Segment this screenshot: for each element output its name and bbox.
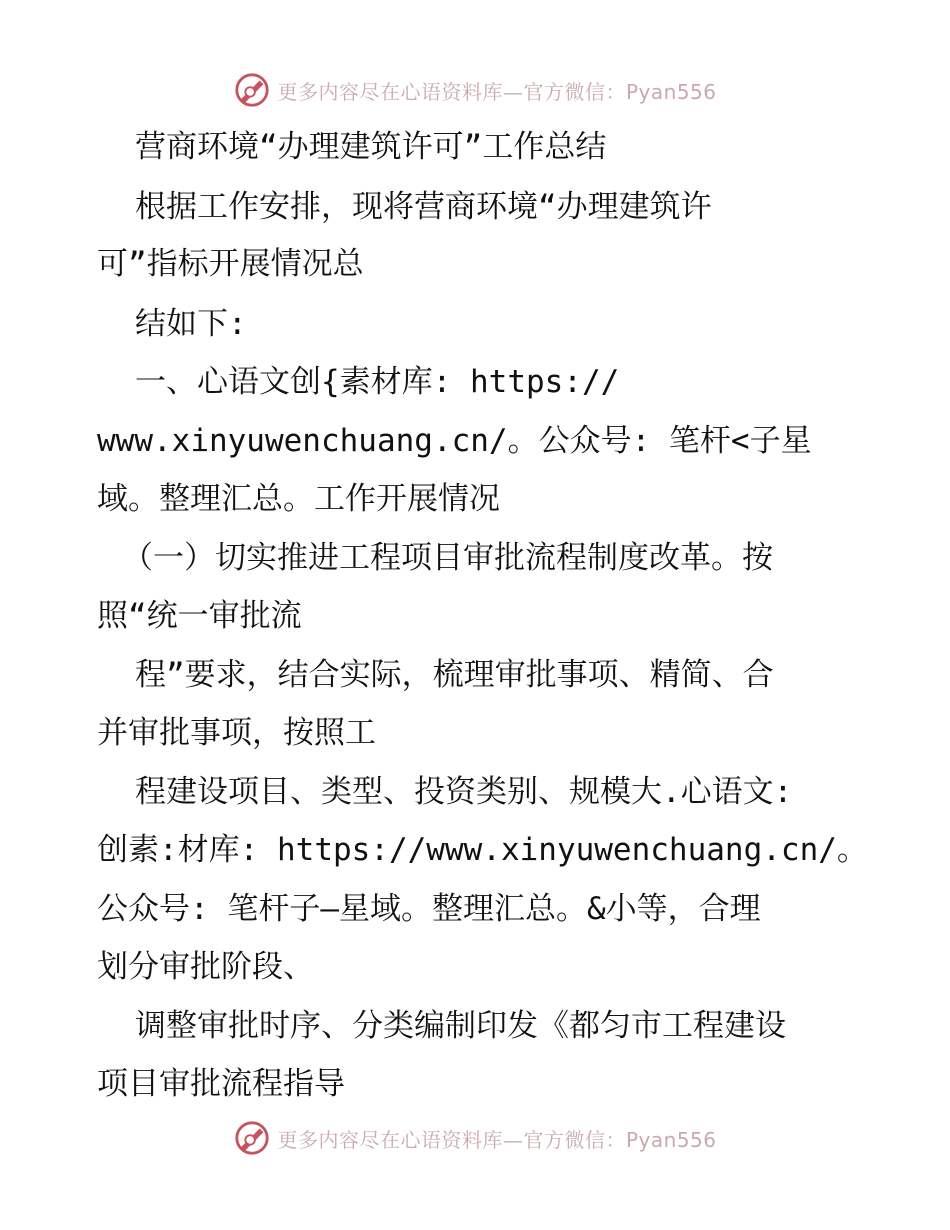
paragraph-line: 程”要求，结合实际，梳理审批事项、精简、合 (135, 657, 774, 693)
paragraph-line: （一）切实推进工程项目审批流程制度改革。按 (122, 540, 773, 576)
pen-logo-icon (233, 1119, 271, 1157)
paragraph-line: 项目审批流程指导 (97, 1066, 345, 1102)
paragraph-line: 公众号: 笔杆子—星域。整理汇总。&小等，合理 (97, 891, 761, 927)
paragraph-line: 结如下: (135, 306, 247, 342)
watermark-footer (0, 1118, 950, 1158)
paragraph-line: 可”指标开展情况总 (97, 246, 364, 282)
paragraph-line: 调整审批时序、分类编制印发《都匀市工程建设 (135, 1008, 786, 1044)
paragraph-line: 照“统一审批流 (97, 598, 302, 634)
watermark-text: 更多内容尽在心语资料库—官方微信：Pyan556 (277, 79, 717, 104)
watermark-text: 更多内容尽在心语资料库—官方微信：Pyan556 (277, 1127, 717, 1152)
paragraph-line: 根据工作安排，现将营商环境“办理建筑许 (135, 189, 712, 225)
paragraph-line: 域。整理汇总。工作开展情况 (97, 481, 500, 517)
section-heading: 一、心语文创{素材库: https:// (135, 364, 620, 400)
paragraph-line: 并审批事项，按照工 (97, 715, 376, 751)
paragraph-line: 程建设项目、类型、投资类别、规模大.心语文: (135, 774, 793, 810)
document-title: 营商环境“办理建筑许可”工作总结 (135, 129, 607, 165)
paragraph-line: 创素:材库: https://www.xinyuwenchuang.cn/。 (97, 832, 868, 868)
paragraph-line: www.xinyuwenchuang.cn/。公众号: 笔杆<子星 (97, 423, 812, 459)
paragraph-line: 划分审批阶段、 (97, 949, 314, 985)
